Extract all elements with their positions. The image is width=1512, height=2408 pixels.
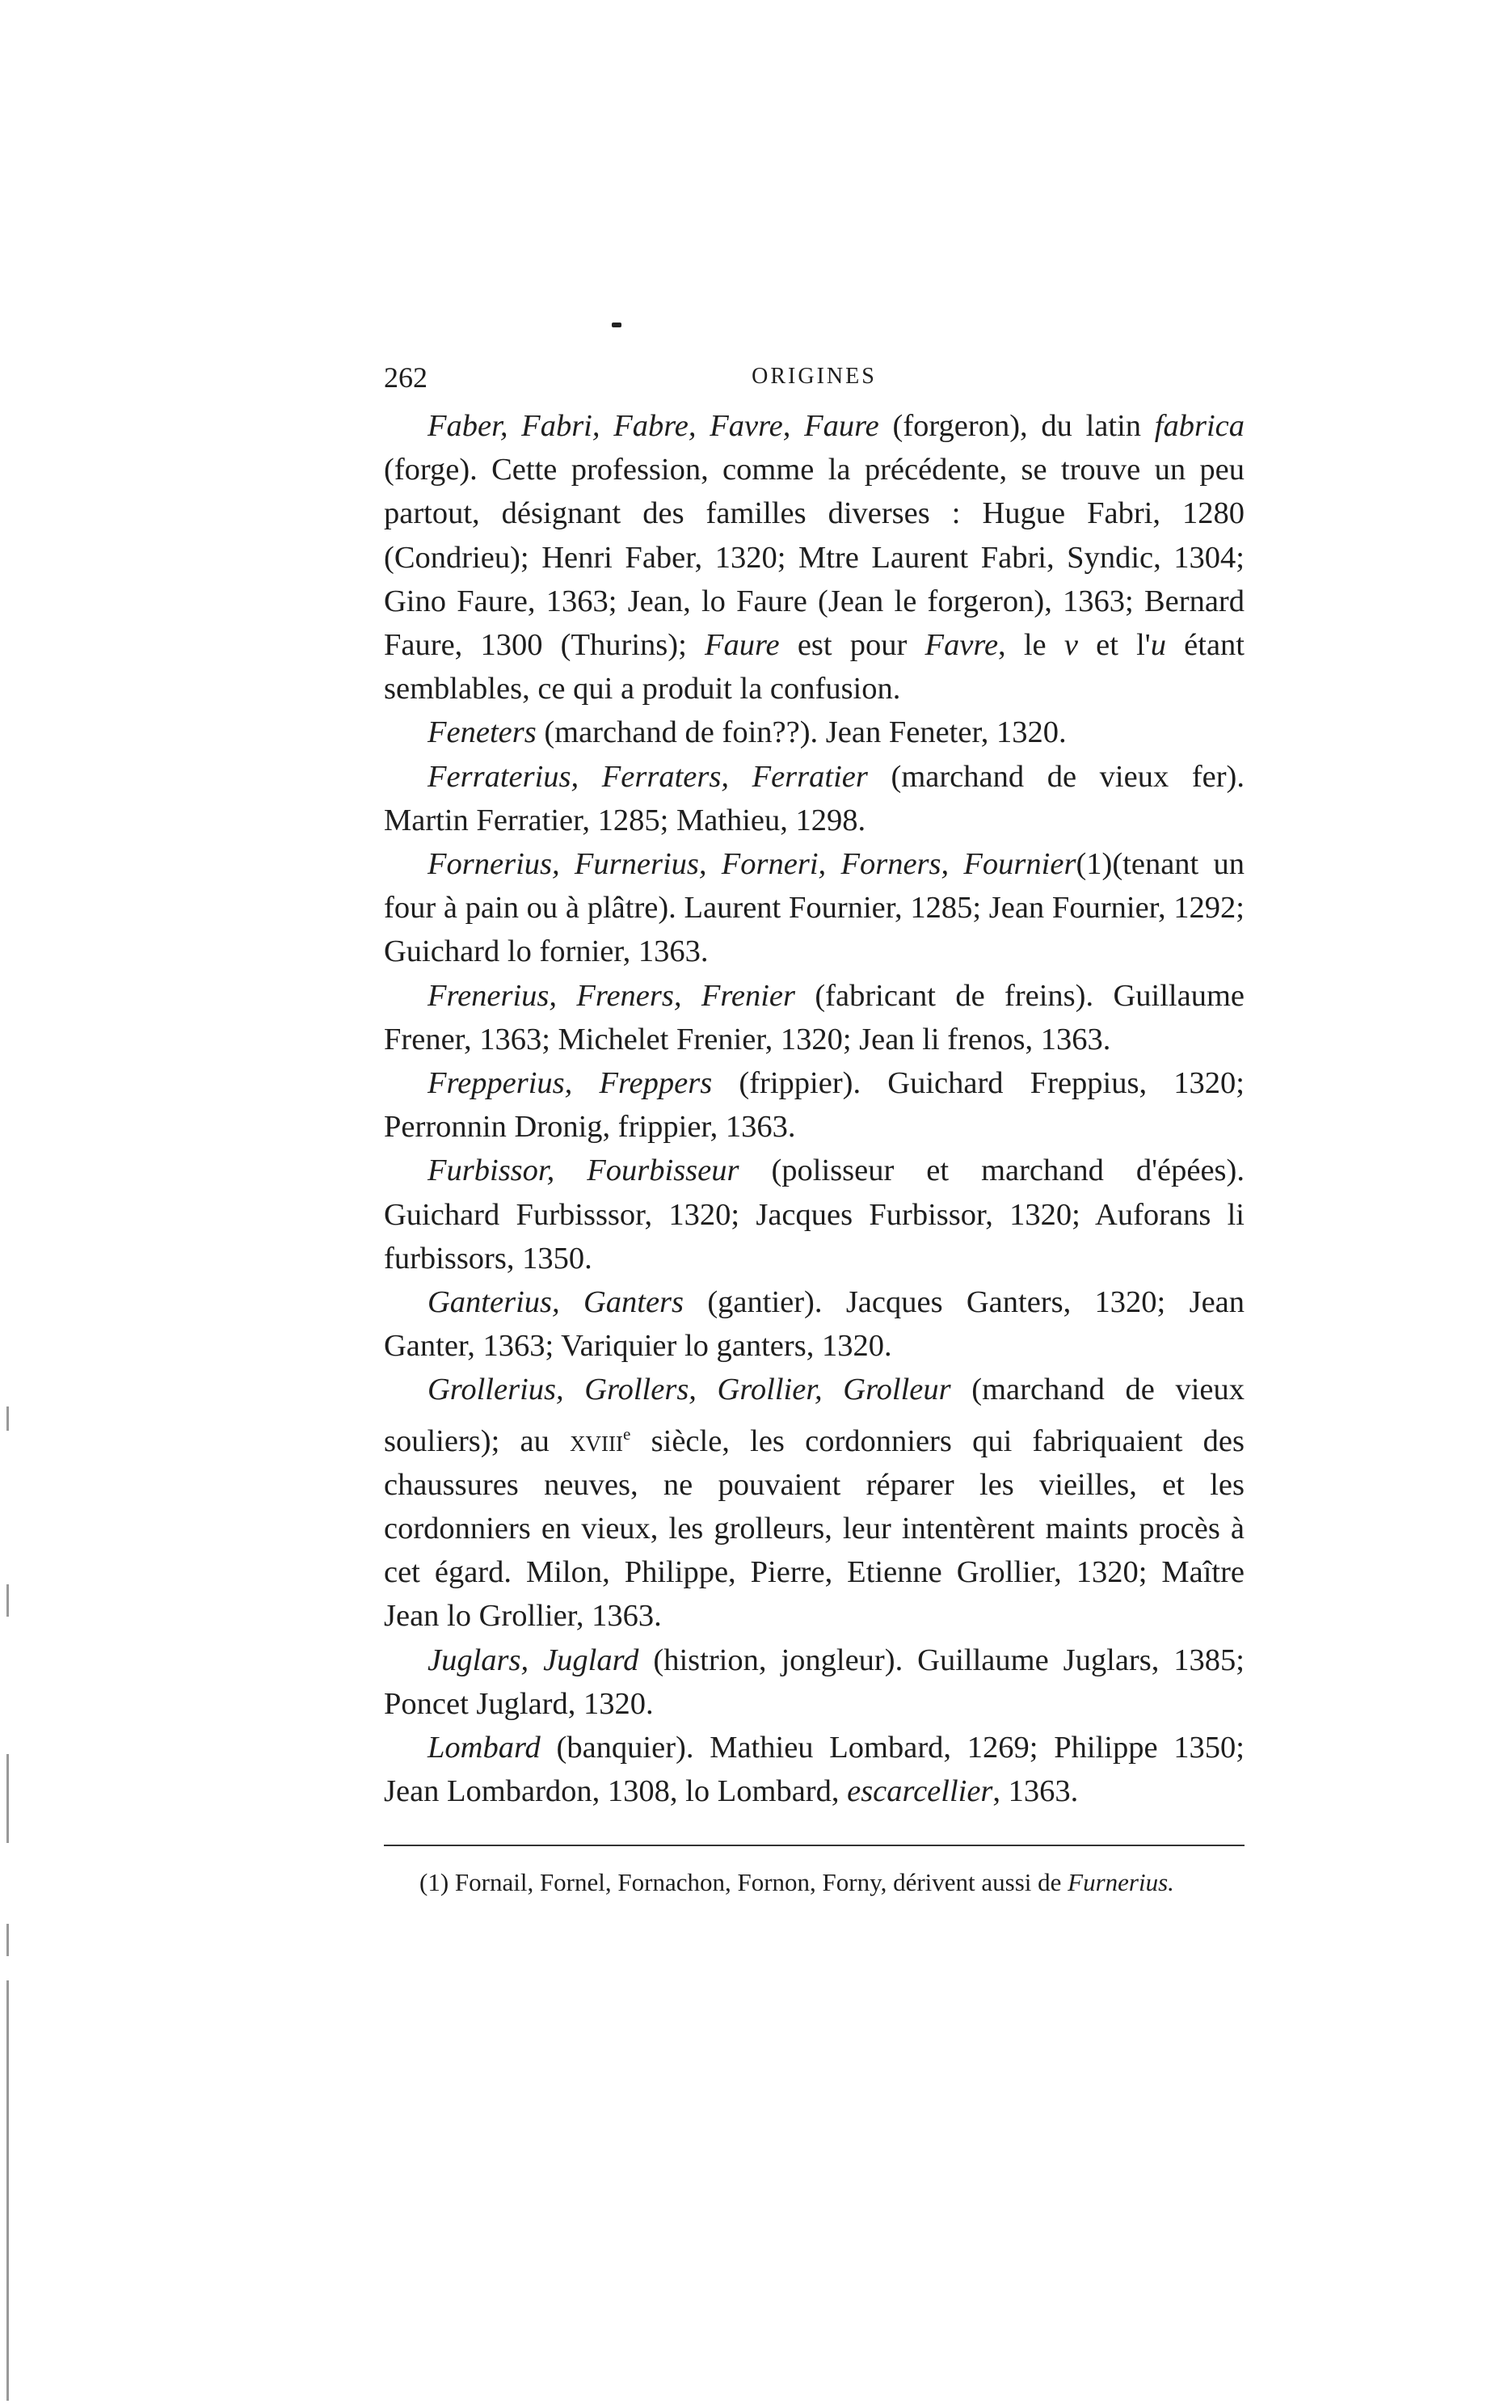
footnote-ref[interactable]: (1) [1076,847,1113,882]
entry-terms: Lombard [427,1730,541,1765]
running-title: ORIGINES [752,364,877,389]
entry-juglars: Juglars, Juglard (histrion, jongleur). Guillaume Juglars, 1385; Poncet Juglard, 1320. [384,1643,1245,1721]
page-header [384,361,1245,401]
ink-mark [612,323,621,327]
entry-terms: Fornerius, Furnerius, Forneri, Forners, Fournier [427,847,1076,882]
footnote-text: (1) Fornail, Fornel, Fornachon, Fornon, Forny, dérivent aussi de [419,1868,1068,1896]
entry-grollerius: Grollerius, Grollers, Grollier, Grolleur (marchand de vieux souliers); au xviii$^e$ siècle, les cordonniers qui fabriquaient des chaussures neuves, ne pouvaient réparer les vieilles, et les cordonniers en vieux, les grolleurs, leur intentèrent maints procès à cet égard. Milon, Philippe, Pierre, Etienne Grollier, 1320; Maître Jean lo Grollier, 1363. [384,1373,1245,1634]
entry-ferraterius: Ferraterius, Ferraters, Ferratier (marchand de vieux fer). Martin Ferratier, 1285; Mathieu, 1298. [384,759,1245,837]
entry-feneters: Feneters (marchand de foin??). Jean Feneter, 1320. [427,715,1067,750]
entry-terms: Ferraterius, Ferraters, Ferratier [427,759,868,794]
entry-terms: Ganterius, Ganters [427,1285,684,1320]
scan-edge-mark [6,1584,9,1617]
entry-terms: Faber, Fabri, Fabre, Favre, Faure [427,409,879,443]
entry-terms: Grollerius, Grollers, Grollier, Grolleur [427,1373,951,1407]
scan-edge-mark [6,1406,9,1431]
entry-frepperius: Frepperius, Freppers (frippier). Guichard Freppius, 1320; Perronnin Dronig, frippier, 1363. [384,1066,1245,1145]
entry-ganterius: Ganterius, Ganters (gantier). Jacques Ganters, 1320; Jean Ganter, 1363; Variquier lo ganters, 1320. [384,1285,1245,1364]
page-body [384,404,1245,1813]
entry-terms: Juglars, Juglard [427,1643,639,1677]
entry-terms: Furbissor, Fourbisseur [427,1153,739,1188]
entry-faber: Faber, Fabri, Fabre, Favre, Faure (forgeron), du latin fabrica (forge). Cette profession, comme la précédente, se trouve un peu partout, désignant des familles diverses : Hugue Fabri, 1280 (Condrieu); Henri Faber, 1320; Mtre Laurent Fabri, Syndic, 1304; Gino Faure, 1363; Jean, lo Faure (Jean le forgeron), 1363; Bernard Faure, 1300 (Thurins); Faure est pour Favre, le v et l'u étant semblables, ce qui a produit la confusion. [384,409,1245,706]
entry-terms: Frepperius, Freppers [427,1066,713,1101]
footnote-divider [384,1845,1245,1846]
entry-fornerius: Fornerius, Furnerius, Forneri, Forners, Fournier(1)(tenant un four à pain ou à plâtre). Laurent Fournier, 1285; Jean Fournier, 1292; Guichard lo fornier, 1363. [384,847,1245,969]
scan-edge-mark [6,1980,9,2401]
entry-furbissor: Furbissor, Fourbisseur (polisseur et marchand d'épées). Guichard Furbisssor, 1320; Jacques Furbissor, 1320; Auforans li furbissors, 1350. [384,1153,1245,1276]
entry-terms: Frenerius, Freners, Frenier [427,978,795,1013]
entry-lombard: Lombard (banquier). Mathieu Lombard, 1269; Philippe 1350; Jean Lombardon, 1308, lo Lombard, escarcellier, 1363. [384,1730,1245,1809]
scan-edge-mark [6,1754,9,1843]
footnote [384,1863,1245,1902]
entry-terms: Feneters [427,715,537,750]
entry-frenerius: Frenerius, Freners, Frenier (fabricant de freins). Guillaume Frener, 1363; Michelet Frenier, 1320; Jean li frenos, 1363. [384,978,1245,1056]
page-number: 262 [384,361,427,394]
scan-edge-mark [6,1924,9,1956]
footnote-term: Furnerius. [1068,1868,1174,1896]
